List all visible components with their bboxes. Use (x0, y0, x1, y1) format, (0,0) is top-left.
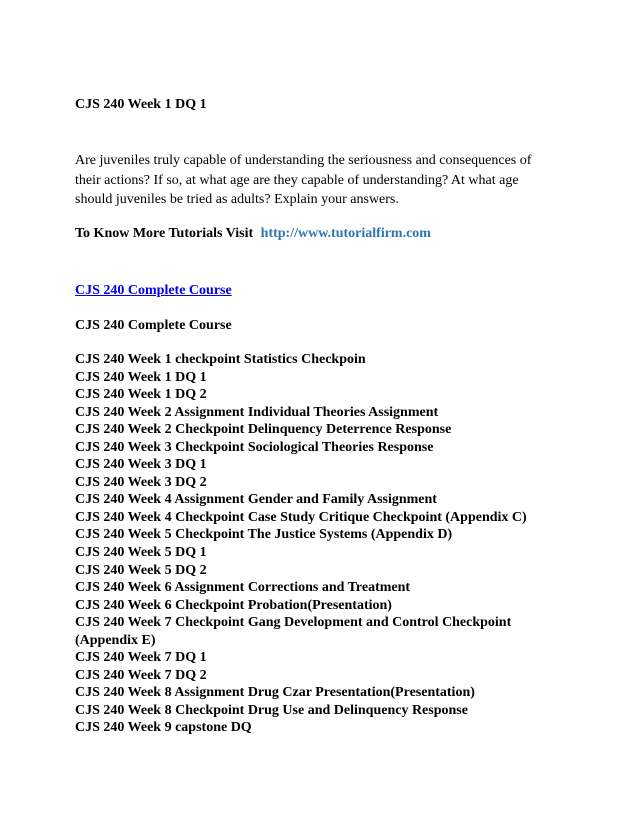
question-line: should juveniles be tried as adults? Explain your answers. (75, 192, 399, 207)
course-item: CJS 240 Week 7 Checkpoint Gang Development and Control Checkpoint (75, 615, 512, 631)
complete-course-link[interactable]: CJS 240 Complete Course (75, 283, 232, 298)
course-item: CJS 240 Week 3 DQ 1 (75, 457, 207, 473)
course-item: CJS 240 Week 7 DQ 2 (75, 667, 207, 683)
course-item: CJS 240 Week 8 Assignment Drug Czar Presentation(Presentation) (75, 685, 475, 701)
course-item: CJS 240 Week 5 Checkpoint The Justice Systems (Appendix D) (75, 527, 453, 543)
course-item: CJS 240 Week 2 Checkpoint Delinquency Deterrence Response (75, 422, 452, 438)
document-title: CJS 240 Week 1 DQ 1 (75, 97, 207, 112)
question-line: Are juveniles truly capable of understanding the seriousness and consequences of (75, 153, 532, 168)
course-item: CJS 240 Week 8 Checkpoint Drug Use and Delinquency Response (75, 702, 468, 718)
course-item: CJS 240 Week 1 DQ 1 (75, 369, 207, 385)
course-item: CJS 240 Week 6 Assignment Corrections and Treatment (75, 580, 411, 596)
course-item: CJS 240 Week 2 Assignment Individual Theories Assignment (75, 404, 439, 420)
course-item: CJS 240 Week 9 capstone DQ (75, 720, 252, 736)
question-paragraph (75, 151, 575, 210)
tutorialfirm-url-link[interactable]: http://www.tutorialfirm.com (260, 226, 431, 241)
course-item: CJS 240 Week 4 Assignment Gender and Family Assignment (75, 492, 437, 508)
course-item-list (75, 351, 527, 737)
course-item: CJS 240 Week 1 checkpoint Statistics Checkpoin (75, 352, 366, 367)
course-item: CJS 240 Week 6 Checkpoint Probation(Presentation) (75, 597, 392, 613)
course-item: CJS 240 Week 3 Checkpoint Sociological Theories Response (75, 439, 434, 455)
course-item: (Appendix E) (75, 632, 156, 648)
question-line: their actions? If so, at what age are they capable of understanding? At what age (75, 172, 519, 188)
visit-label: To Know More Tutorials Visit (75, 226, 254, 241)
course-item: CJS 240 Week 4 Checkpoint Case Study Critique Checkpoint (Appendix C) (75, 509, 527, 525)
visit-line (75, 225, 431, 242)
course-item: CJS 240 Week 3 DQ 2 (75, 474, 207, 490)
course-item: CJS 240 Week 5 DQ 1 (75, 545, 207, 561)
course-heading: CJS 240 Complete Course (75, 318, 232, 333)
course-item: CJS 240 Week 1 DQ 2 (75, 387, 207, 403)
course-item: CJS 240 Week 5 DQ 2 (75, 562, 207, 578)
course-item: CJS 240 Week 7 DQ 1 (75, 650, 207, 666)
